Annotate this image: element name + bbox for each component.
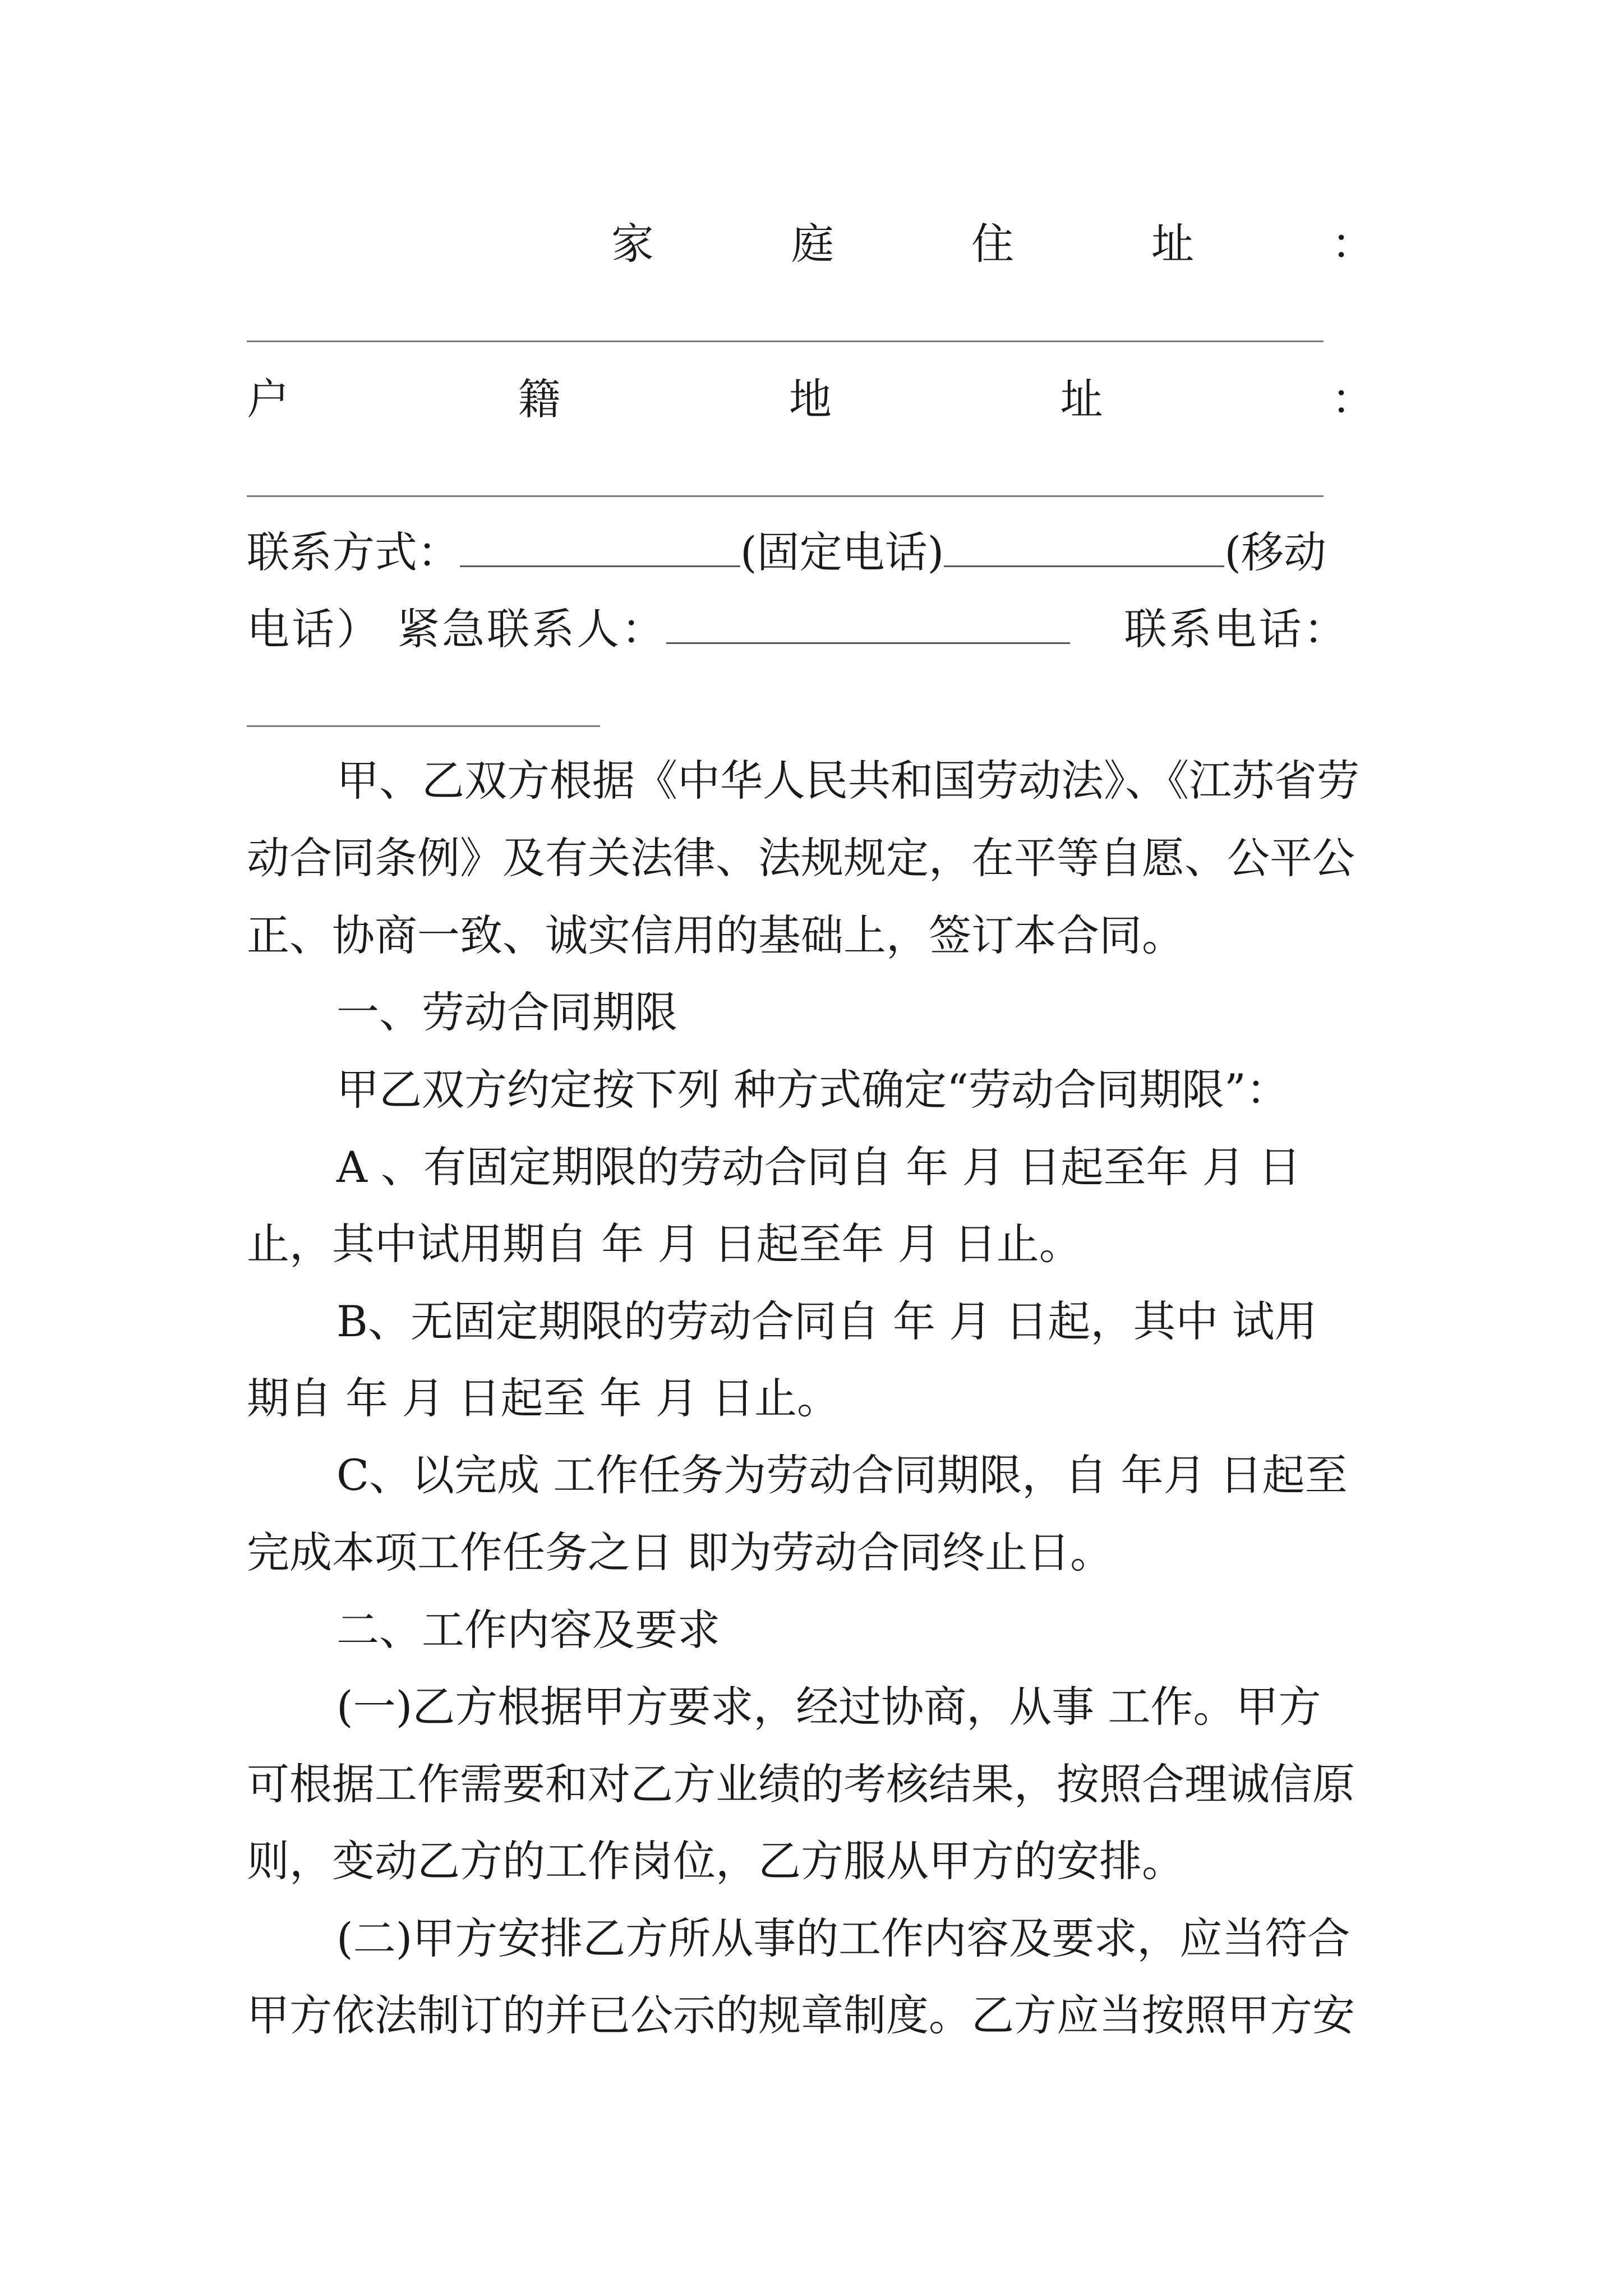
huji-char-1: 户: [247, 374, 289, 424]
home-char-4: 址: [1151, 219, 1194, 269]
huji-char-3: 地: [789, 374, 832, 424]
work-2-line-1: (二)甲方安排乙方所从事的工作内容及要求，应当符合: [336, 1913, 1350, 1963]
emergency-contact-label: 紧急联系人：: [397, 604, 667, 654]
work-1-line-3: 则，变动乙方的工作岗位，乙方服从甲方的安排。: [247, 1836, 1184, 1886]
option-b-line-1: B、无固定期限的劳动合同自 年 月 日起，其中 试用: [336, 1296, 1317, 1346]
emergency-contact-blank[interactable]: [666, 603, 1070, 644]
para-1-line-2: 动合同条例》及有关法律、法规规定，在平等自愿、公平公: [247, 833, 1355, 883]
huji-char-4: 址: [1060, 374, 1103, 424]
huji-address-underline: [247, 495, 1324, 497]
home-char-1: 家: [611, 219, 654, 269]
section-1-heading: 一、劳动合同期限: [336, 987, 677, 1037]
para-1-line-1: 甲、乙双方根据《中华人民共和国劳动法》、《江苏省劳: [336, 756, 1359, 806]
fixed-phone-blank[interactable]: [460, 526, 740, 567]
work-2-line-2: 甲方依法制订的并已公示的规章制度。乙方应当按照甲方安: [247, 1990, 1355, 2040]
para-1-line-3: 正、协商一致、诚实信用的基础上，签订本合同。: [247, 910, 1184, 960]
option-a-line-2: 止，其中试用期自 年 月 日起至年 月 日止。: [247, 1219, 1082, 1269]
contact-phone-label: 联系电话：: [1124, 604, 1349, 654]
option-c-line-2: 完成本项工作任务之日 即为劳动合同终止日。: [247, 1527, 1113, 1577]
option-b-line-2: 期自 年 月 日起至 年 月 日止。: [247, 1373, 840, 1423]
home-address-label: [611, 216, 1374, 272]
contact-phone-underline: [247, 725, 600, 727]
home-char-3: 住: [971, 219, 1014, 269]
home-char-2: 庭: [791, 219, 834, 269]
contact-label: 联系方式：: [247, 527, 460, 577]
contact-line-1: [247, 524, 1391, 581]
section-2-heading: 二、工作内容及要求: [336, 1605, 720, 1655]
mobile-phone-label-a: (移动: [1224, 527, 1326, 577]
fixed-phone-label: (固定电话): [740, 527, 944, 577]
option-c-line-1: C、以完成 工作任务为劳动合同期限，自 年月 日起至: [336, 1450, 1348, 1500]
huji-char-2: 籍: [518, 374, 561, 424]
home-address-underline: [247, 341, 1324, 342]
option-a-line-1: A 、有固定期限的劳动合同自 年 月 日起至年 月 日: [336, 1142, 1301, 1192]
home-colon: ：: [1331, 219, 1374, 269]
work-1-line-1: (一)乙方根据甲方要求，经过协商，从事 工作。甲方: [336, 1682, 1321, 1732]
mobile-phone-blank[interactable]: [944, 526, 1224, 567]
section-1-intro: 甲乙双方约定按下列 种方式确定“劳动合同期限”：: [336, 1065, 1289, 1115]
huji-address-label: [247, 371, 1374, 427]
work-1-line-2: 可根据工作需要和对乙方业绩的考核结果，按照合理诚信原: [247, 1759, 1355, 1809]
huji-colon: ：: [1331, 374, 1374, 424]
mobile-phone-label-b: 电话）: [247, 604, 381, 654]
contact-line-2: [247, 601, 1391, 657]
